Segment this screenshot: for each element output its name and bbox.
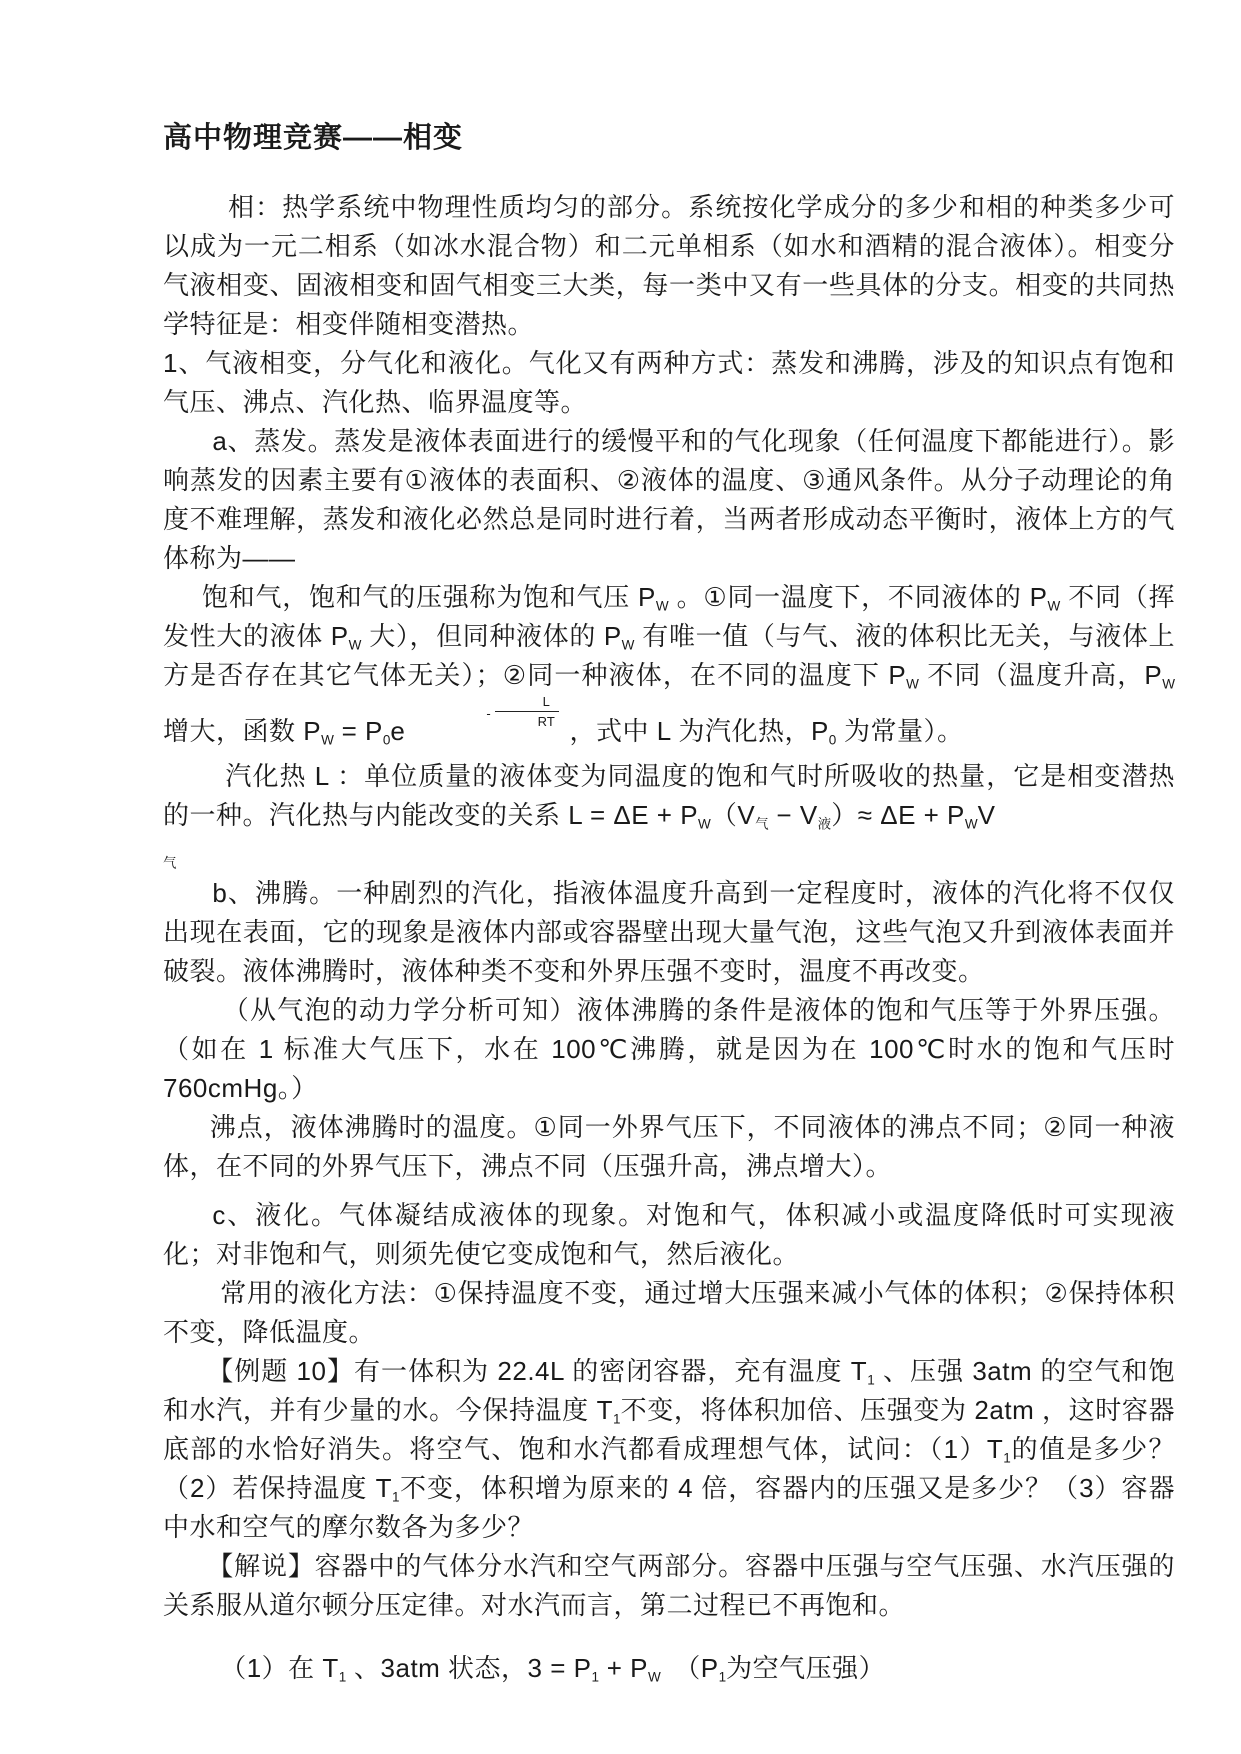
- para-phase-definition: 相：热学系统中物理性质均匀的部分。系统按化学成分的多少和相的种类多少可以成为一元二相系（如冰水混合物）和二元单相系（如水和酒精的混合液体）。相变分气液相变、固液相变和固气相变三大类，每一类中又有一些具体的分支。相变的共同热学特征是：相变伴随相变潜热。: [163, 192, 1175, 339]
- subscript: W: [698, 816, 711, 832]
- subscript: W: [964, 816, 978, 832]
- para-example-10: 【例题 10】有一体积为 22.4L 的密闭容器，充有温度 $T_1$ 、压强 3atm 的空气和饱和水汽，并有少量的水。今保持温度 $T_1$不变，将体积加倍、压强变为 2atm ，这时容器底部的水恰好消失。将空气、饱和水汽都看成理想气体，试问：$(1)T_1$的值是多少？（2）若保持温度 $T_1$不变，体积增为原来的 4 倍，容器内的压强又是多少？（3）容器中水和空气的摩尔数各为多少？: [163, 1356, 1176, 1542]
- exponent-fraction: - $\frac{L}{RT}$: [408, 695, 558, 728]
- document-body: [163, 188, 1175, 1688]
- para-explanation: 【解说】容器中的气体分水汽和空气两部分。容器中压强与空气压强、水汽压强的关系服从道尔顿分压定律。对水汽而言，第二过程已不再饱和。: [163, 1551, 1175, 1620]
- para-saturated-vapor: 饱和气，饱和气的压强称为饱和气压 $P_W$ 。①同一温度下，不同液体的 $P_W$ 不同（挥发性大的液体 $P_W$ 大），但同种液体的 $P_W$ 有唯一值（与气、液的体积比无关，与液体上方是否存在其它气体无关）；②同一种液体，在不同的温度下 $P_W$ 不同（温度升高，$P_W$ 增大，函数 $P_W = P_0e-$ $\frac{L}{RT}$ ，式中 L 为汽化热，$P_0$ 为常量）。: [163, 582, 1175, 748]
- subscript: W: [1162, 676, 1175, 692]
- subscript: W: [321, 732, 334, 748]
- subscript: 气: [755, 816, 769, 832]
- para-liquefaction: c、液化。气体凝结成液体的现象。对饱和气，体积减小或温度降低时可实现液化；对非饱和气，则须先使它变成饱和气，然后液化。: [163, 1200, 1175, 1269]
- subscript: 1: [867, 1372, 875, 1388]
- para-vaporization-heat: 汽化热 L ：单位质量的液体变为同温度的饱和气时所吸收的热量，它是相变潜热的一种。汽化热与内能改变的关系 $L = \Delta E + P_W(V_气 - V_液)\approx \Delta E + P_WV$ $_气$: [163, 761, 1175, 871]
- subscript: W: [906, 676, 919, 692]
- subscript: W: [348, 637, 362, 653]
- subscript: W: [621, 637, 635, 653]
- para-evaporation: a、蒸发。蒸发是液体表面进行的缓慢平和的气化现象（任何温度下都能进行）。影响蒸发的因素主要有①液体的表面积、②液体的温度、③通风条件。从分子动理论的角度不难理解，蒸发和液化必然总是同时进行着，当两者形成动态平衡时，液体上方的气体称为——: [163, 426, 1175, 573]
- page-title: 高中物理竞赛——相变: [163, 122, 464, 154]
- subscript: 1: [718, 1669, 727, 1685]
- subscript: 1: [613, 1411, 621, 1427]
- para-boiling-point: 沸点，液体沸腾时的温度。①同一外界气压下，不同液体的沸点不同；②同一种液体，在不同的外界气压下，沸点不同（压强升高，沸点增大）。: [163, 1112, 1175, 1181]
- para-solution-step-1: （1）在 $T_1$ 、3atm 状态，$3 = P_1 + P_W$ （$P_1$为空气压强）: [220, 1653, 886, 1685]
- subscript: W: [655, 598, 669, 614]
- para-gas-liquid-transition: 1、气液相变，分气化和液化。气化又有两种方式：蒸发和沸腾，涉及的知识点有饱和气压、沸点、汽化热、临界温度等。: [163, 348, 1175, 417]
- para-boiling-condition: （从气泡的动力学分析可知）液体沸腾的条件是液体的饱和气压等于外界压强。（如在 1 标准大气压下，水在 100℃沸腾，就是因为在 100℃时水的饱和气压时 760cmHg。）: [163, 995, 1175, 1103]
- subscript: 液: [817, 816, 832, 832]
- subscript: 1: [1003, 1450, 1011, 1466]
- subscript: 气: [163, 855, 177, 871]
- para-liquefaction-methods: 常用的液化方法：①保持温度不变，通过增大压强来减小气体的体积；②保持体积不变，降低温度。: [163, 1278, 1175, 1347]
- document-content: [163, 118, 1175, 1688]
- para-boiling: b、沸腾。一种剧烈的汽化，指液体温度升高到一定程度时，液体的汽化将不仅仅出现在表面，它的现象是液体内部或容器壁出现大量气泡，这些气泡又升到液体表面并破裂。液体沸腾时，液体种类不变和外界压强不变时，温度不再改变。: [163, 878, 1175, 986]
- subscript: W: [1047, 598, 1061, 614]
- subscript: 1: [338, 1669, 347, 1685]
- subscript: W: [648, 1669, 661, 1685]
- subscript: 1: [591, 1669, 600, 1685]
- subscript: 0: [828, 732, 837, 748]
- subscript: 0: [382, 732, 391, 748]
- subscript: 1: [391, 1489, 400, 1505]
